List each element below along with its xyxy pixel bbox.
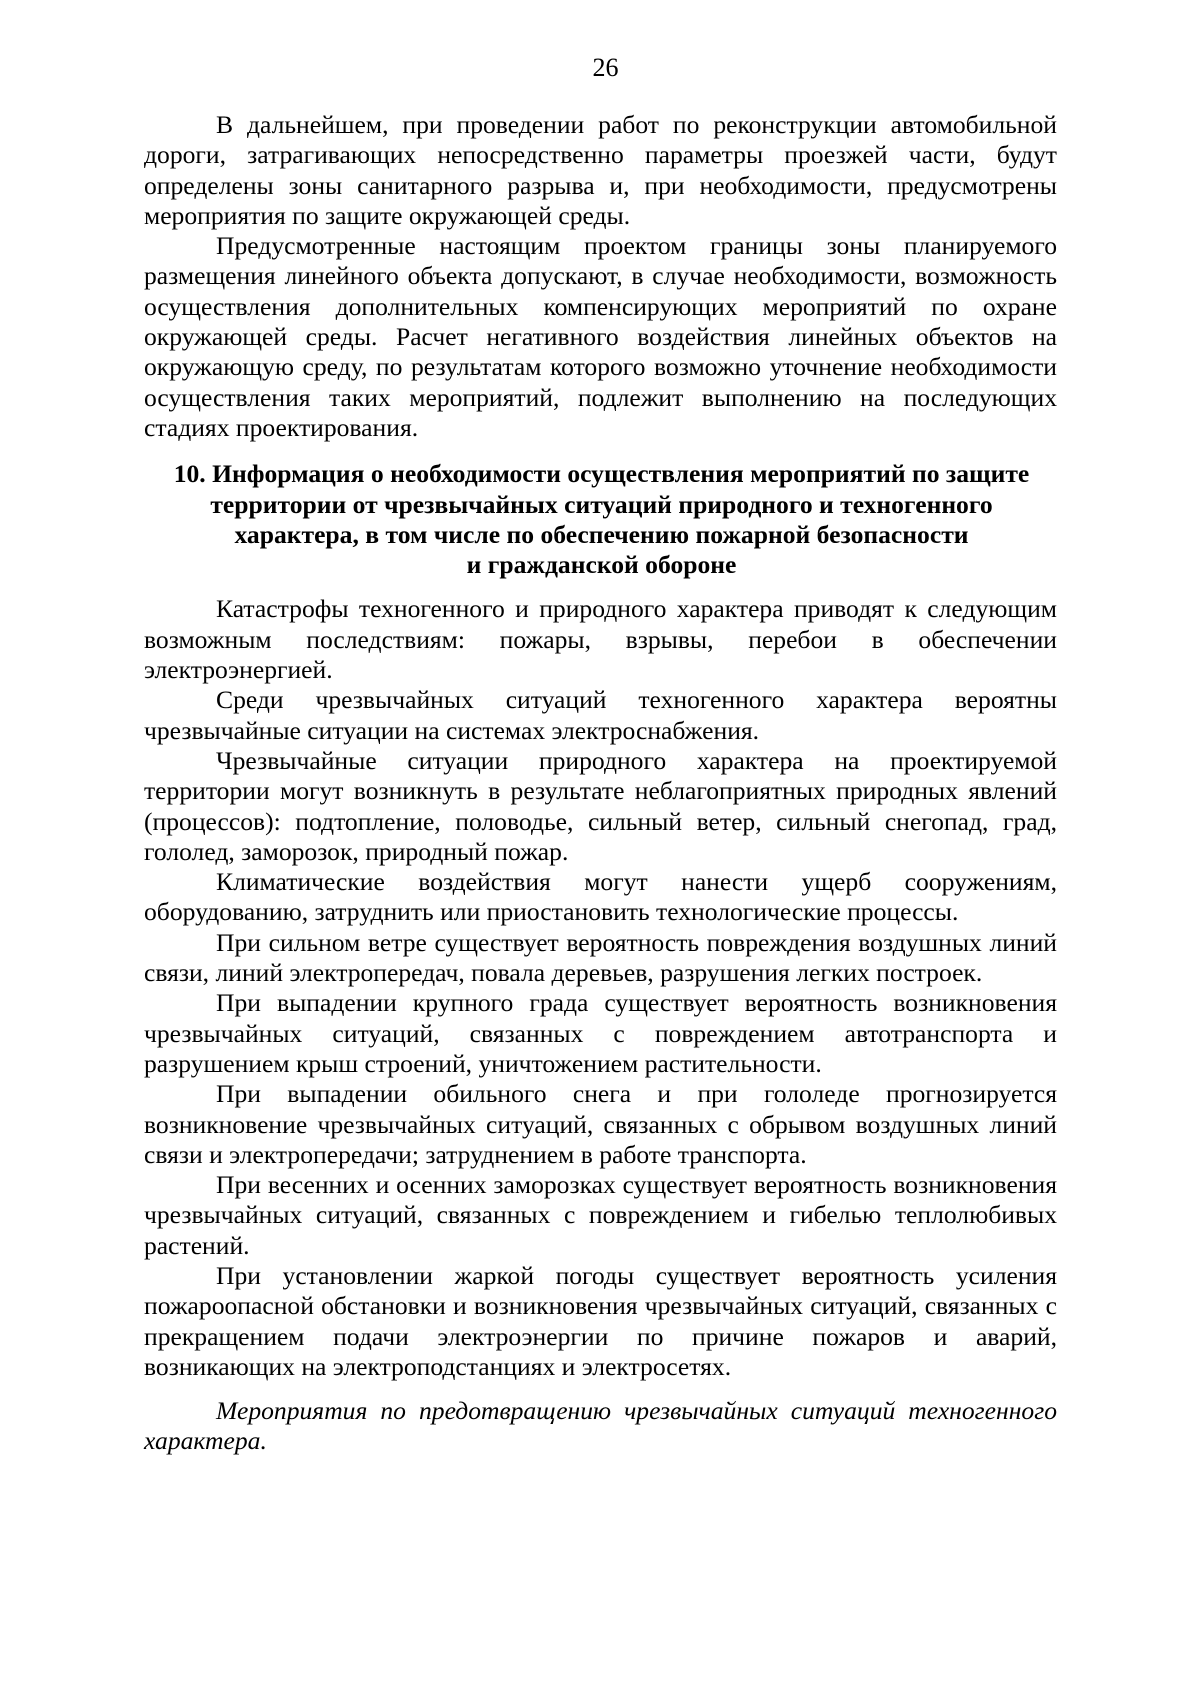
- page-number: 26: [592, 53, 619, 82]
- paragraph-prevention-measures: Мероприятия по предотвращению чрезвычайных ситуаций техногенного характера.: [144, 1396, 1057, 1456]
- section-heading-10: [144, 459, 1057, 580]
- section-heading-line: и гражданской обороне: [466, 550, 737, 580]
- section-heading-line: территории от чрезвычайных ситуаций природного и техногенного: [210, 489, 993, 519]
- paragraph-frosts: При весенних и осенних заморозках существует вероятность возникновения чрезвычайных ситуаций, связанных с повреждением и гибелью теплолюбивых растений.: [144, 1170, 1057, 1260]
- paragraph-catastrophes: Катастрофы техногенного и природного характера приводят к следующим возможным последствиям: пожары, взрывы, перебои в обеспечении электроэнергией.: [144, 594, 1057, 685]
- paragraph-large-hail: При выпадении крупного града существует вероятность возникновения чрезвычайных ситуаций, связанных с повреждением автотранспорта и разрушением крыш строений, уничтожением растительности.: [144, 988, 1057, 1078]
- paragraph-strong-wind: При сильном ветре существует вероятность повреждения воздушных линий связи, линий электропередач, повала деревьев, разрушения легких построек.: [144, 927, 1057, 988]
- paragraph-reconstruction-zones: В дальнейшем, при проведении работ по реконструкции автомобильной дороги, затрагивающих непосредственно параметры проезжей части, будут определены зоны санитарного разрыва и, при необходимости, предусмотрены мероприятия по защите окружающей среды.: [144, 110, 1057, 230]
- section-heading-line: характера, в том числе по обеспечению пожарной безопасности: [234, 519, 969, 549]
- paragraph-heavy-snow: При выпадении обильного снега и при гололеде прогнозируется возникновение чрезвычайных ситуаций, связанных с обрывом воздушных линий связи и электропередачи; затруднением в работе транспорта.: [144, 1079, 1057, 1169]
- document-page: [144, 52, 1057, 1457]
- paragraph-project-boundaries: Предусмотренные настоящим проектом границы зоны планируемого размещения линейного объекта допускают, в случае необходимости, возможность осуществления дополнительных компенсирующих мероприятий по охране окружающей среды. Расчет негативного воздействия линейных объектов на окружающую среду, по результатам которого возможно уточнение необходимости осуществления таких мероприятий, подлежит выполнению на последующих стадиях проектирования.: [144, 231, 1057, 442]
- paragraph-natural-emergencies: Чрезвычайные ситуации природного характера на проектируемой территории могут возникнуть в результате неблагоприятных природных явлений (процессов): подтопление, половодье, сильный ветер, сильный снегопад, град, гололед, заморозок, природный пожар.: [144, 745, 1057, 866]
- paragraph-technogenic-emergencies: Среди чрезвычайных ситуаций техногенного характера вероятны чрезвычайные ситуации на системах электроснабжения.: [144, 685, 1057, 745]
- section-heading-line: 10. Информация о необходимости осуществления мероприятий по защите: [173, 459, 1030, 489]
- paragraph-climatic-impacts: Климатические воздействия могут нанести ущерб сооружениям, оборудованию, затруднить или приостановить технологические процессы.: [144, 867, 1057, 927]
- paragraph-hot-weather: При установлении жаркой погоды существует вероятность усиления пожароопасной обстановки и возникновения чрезвычайных ситуаций, связанных с прекращением подачи электроэнергии по причине пожаров и аварий, возникающих на электроподстанциях и электросетях.: [144, 1260, 1057, 1381]
